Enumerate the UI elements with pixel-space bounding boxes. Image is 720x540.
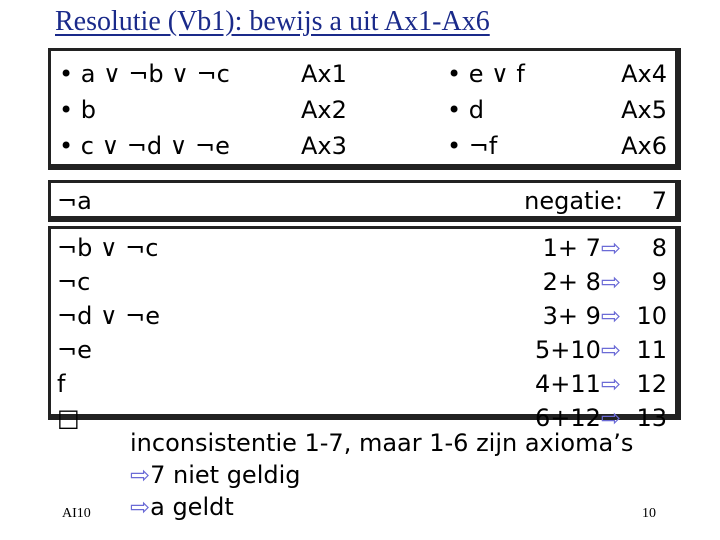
slide-title: Resolutie (Vb1): bewijs a uit Ax1-Ax6 xyxy=(55,6,490,37)
step-number: 13 xyxy=(636,404,667,432)
implies-arrow-icon: ⇨ xyxy=(600,302,621,330)
step-derivation: 3+ 9⇨ xyxy=(542,302,621,330)
step-derivation: 2+ 8⇨ xyxy=(542,268,621,296)
step-clause: f xyxy=(57,370,66,398)
footer-page-number: 10 xyxy=(642,506,656,521)
implies-arrow-icon: ⇨ xyxy=(600,268,621,296)
implies-arrow-icon: ⇨ xyxy=(600,234,621,262)
axiom-5-label: Ax5 xyxy=(621,96,667,124)
conclusion-line-3: ⇨a geldt xyxy=(130,493,234,521)
step-number: 11 xyxy=(636,336,667,364)
conclusion-line-2: ⇨7 niet geldig xyxy=(130,461,301,489)
step-derivation: 1+ 7⇨ xyxy=(542,234,621,262)
axiom-6-label: Ax6 xyxy=(621,132,667,160)
step-derivation: 4+11⇨ xyxy=(534,370,621,398)
negation-number: 7 xyxy=(651,187,667,215)
negation-label: negatie: xyxy=(524,187,623,215)
step-derivation: 6+12⇨ xyxy=(534,404,621,432)
step-clause: ¬e xyxy=(57,336,92,364)
conclusion-line-1: inconsistentie 1-7, maar 1-6 zijn axioma’s xyxy=(130,429,634,457)
steps-box xyxy=(48,226,681,432)
step-clause: ¬b ∨ ¬c xyxy=(57,234,159,262)
footer-course-code: AI10 xyxy=(62,506,91,521)
axiom-3-label: Ax3 xyxy=(301,132,347,160)
negation-box xyxy=(48,180,681,222)
step-clause: ¬d ∨ ¬e xyxy=(57,302,161,330)
implies-arrow-icon: ⇨ xyxy=(600,404,621,432)
step-clause: ¬c xyxy=(57,268,91,296)
axiom-6-clause: • ¬f xyxy=(447,132,498,160)
axiom-1-clause: • a ∨ ¬b ∨ ¬c xyxy=(59,60,230,88)
implies-arrow-icon: ⇨ xyxy=(130,493,151,521)
axioms-box xyxy=(48,48,681,170)
negation-clause: ¬a xyxy=(57,187,92,215)
implies-arrow-icon: ⇨ xyxy=(600,336,621,364)
axiom-2-label: Ax2 xyxy=(301,96,347,124)
axiom-3-clause: • c ∨ ¬d ∨ ¬e xyxy=(59,132,230,160)
axiom-4-clause: • e ∨ f xyxy=(447,60,525,88)
axiom-5-clause: • d xyxy=(447,96,485,124)
step-clause: □ xyxy=(57,404,80,432)
axiom-4-label: Ax4 xyxy=(621,60,667,88)
step-number: 9 xyxy=(651,268,667,296)
step-number: 10 xyxy=(636,302,667,330)
implies-arrow-icon: ⇨ xyxy=(600,370,621,398)
axiom-1-label: Ax1 xyxy=(301,60,347,88)
axiom-2-clause: • b xyxy=(59,96,97,124)
implies-arrow-icon: ⇨ xyxy=(130,461,151,489)
step-number: 8 xyxy=(651,234,667,262)
step-derivation: 5+10⇨ xyxy=(534,336,621,364)
step-number: 12 xyxy=(636,370,667,398)
